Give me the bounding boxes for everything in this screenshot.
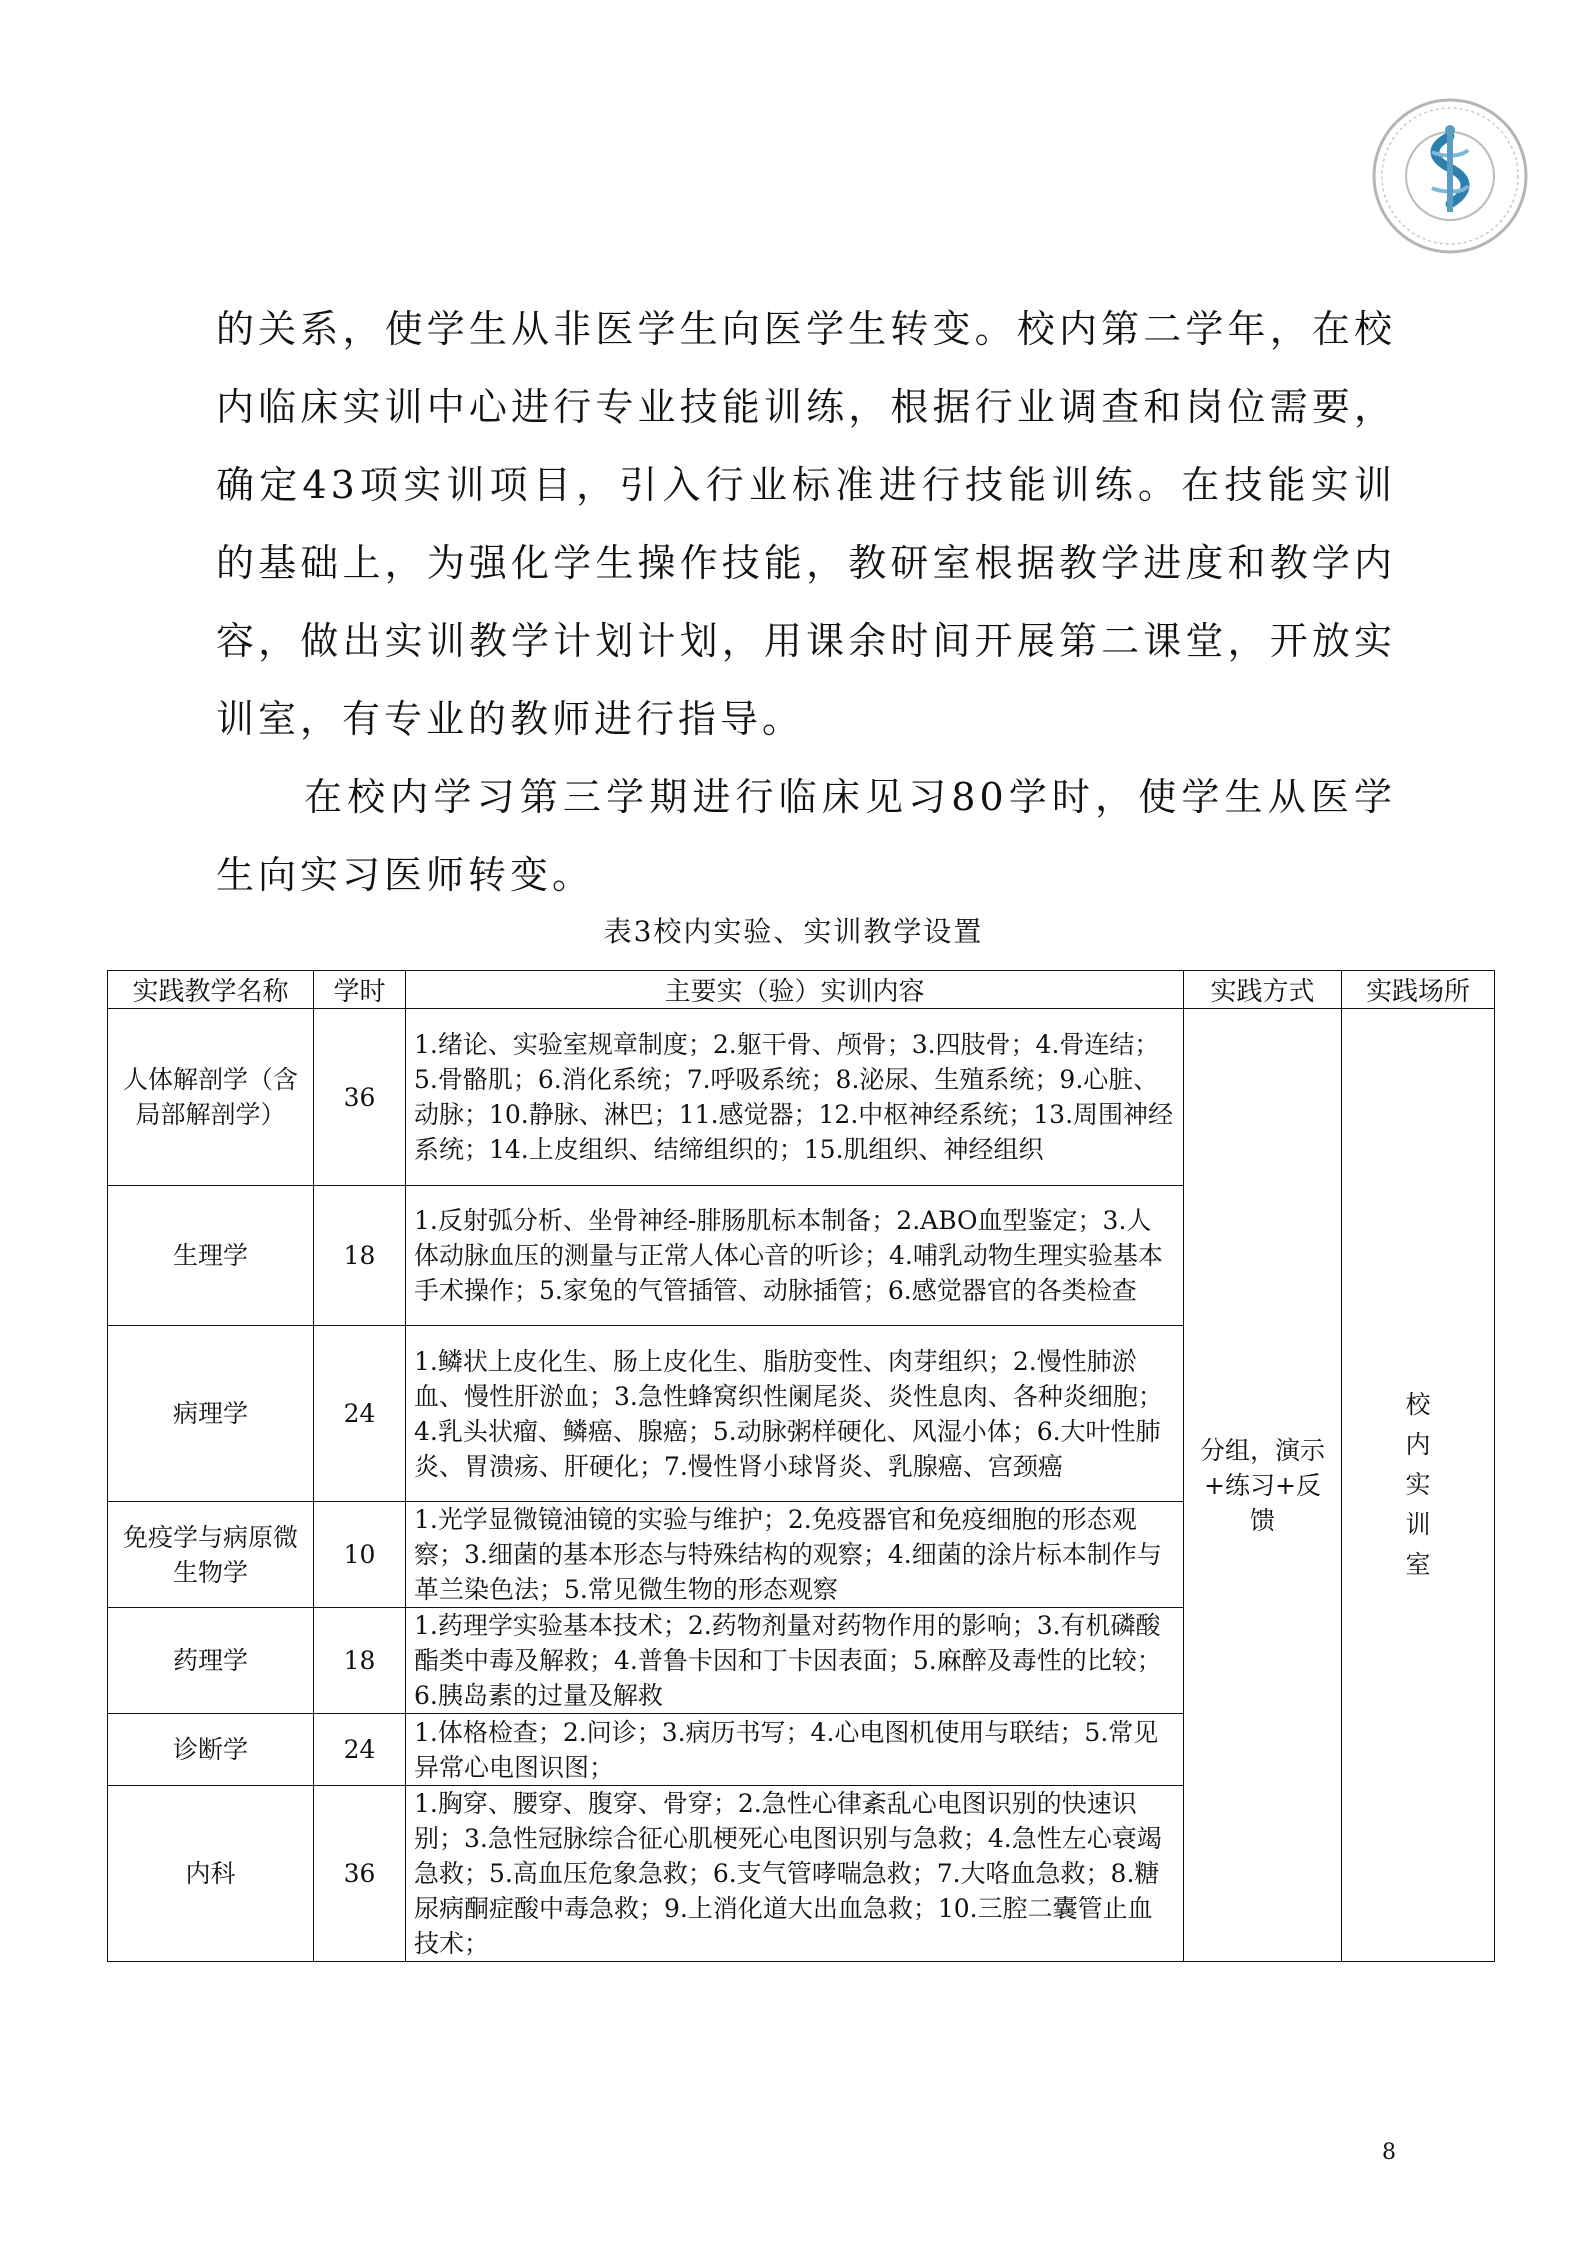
- header-place: 实践场所: [1342, 971, 1495, 1009]
- header-content: 主要实（验）实训内容: [406, 971, 1184, 1009]
- page-number: 8: [1382, 2140, 1396, 2165]
- practice-place: 校内实训室: [1405, 1390, 1431, 1579]
- practice-method: 分组，演示+练习+反馈: [1184, 1009, 1342, 1962]
- course-hours: 24: [314, 1326, 406, 1502]
- table-caption: 表3校内实验、实训教学设置: [603, 915, 984, 948]
- paragraph: 的关系，使学生从非医学生向医学生转变。校内第二学年，在校内临床实训中心进行专业技能训练，根据行业调查和岗位需要，确定43项实训项目，引入行业标准进行技能训练。在技能实训的基础上，为强化学生操作技能，教研室根据教学进度和教学内容，做出实训教学计划计划，用课余时间开展第二课堂，开放实训室，有专业的教师进行指导。: [216, 307, 1396, 741]
- course-name: 诊断学: [108, 1714, 314, 1786]
- table-row: [108, 1009, 1495, 1186]
- body-text: [216, 290, 1396, 914]
- course-content: 1.绪论、实验室规章制度；2.躯干骨、颅骨；3.四肢骨；4.骨连结；5.骨骼肌；6.消化系统；7.呼吸系统；8.泌尿、生殖系统；9.心脏、动脉；10.静脉、淋巴；11.感觉器；12.中枢神经系统；13.周围神经系统；14.上皮组织、结缔组织的；15.肌组织、神经组织: [406, 1009, 1184, 1186]
- course-hours: 36: [314, 1009, 406, 1186]
- course-name: 内科: [108, 1786, 314, 1962]
- course-content: 1.反射弧分析、坐骨神经-腓肠肌标本制备；2.ABO血型鉴定；3.人体动脉血压的测量与正常人体心音的听诊；4.哺乳动物生理实验基本手术操作；5.家兔的气管插管、动脉插管；6.感觉器官的各类检查: [406, 1186, 1184, 1326]
- course-content: 1.体格检查；2.问诊；3.病历书写；4.心电图机使用与联结；5.常见异常心电图识图；: [406, 1714, 1184, 1786]
- course-name: 病理学: [108, 1326, 314, 1502]
- course-hours: 18: [314, 1186, 406, 1326]
- course-hours: 24: [314, 1714, 406, 1786]
- course-content: 1.胸穿、腰穿、腹穿、骨穿；2.急性心律紊乱心电图识别的快速识别；3.急性冠脉综合征心肌梗死心电图识别与急救；4.急性左心衰竭急救；5.高血压危象急救；6.支气管哮喘急救；7.大咯血急救；8.糖尿病酮症酸中毒急救；9.上消化道大出血急救；10.三腔二囊管止血技术；: [406, 1786, 1184, 1962]
- header-name: 实践教学名称: [108, 971, 314, 1009]
- course-name: 药理学: [108, 1608, 314, 1714]
- table-header-row: [108, 971, 1495, 1009]
- course-content: 1.药理学实验基本技术；2.药物剂量对药物作用的影响；3.有机磷酸酯类中毒及解救；4.普鲁卡因和丁卡因表面；5.麻醉及毒性的比较；6.胰岛素的过量及解救: [406, 1608, 1184, 1714]
- course-hours: 36: [314, 1786, 406, 1962]
- paragraph: 在校内学习第三学期进行临床见习80学时，使学生从医学生向实习医师转变。: [216, 775, 1396, 897]
- course-name: 人体解剖学（含局部解剖学）: [108, 1009, 314, 1186]
- course-hours: 10: [314, 1502, 406, 1608]
- course-content: 1.光学显微镜油镜的实验与维护；2.免疫器官和免疫细胞的形态观察；3.细菌的基本形态与特殊结构的观察；4.细菌的涂片标本制作与革兰染色法；5.常见微生物的形态观察: [406, 1502, 1184, 1608]
- course-name: 免疫学与病原微生物学: [108, 1502, 314, 1608]
- course-content: 1.鳞状上皮化生、肠上皮化生、脂肪变性、肉芽组织；2.慢性肺淤血、慢性肝淤血；3.急性蜂窝织性阑尾炎、炎性息肉、各种炎细胞；4.乳头状瘤、鳞癌、腺癌；5.动脉粥样硬化、风湿小体；6.大叶性肺炎、胃溃疡、肝硬化；7.慢性肾小球肾炎、乳腺癌、宫颈癌: [406, 1326, 1184, 1502]
- header-method: 实践方式: [1184, 971, 1342, 1009]
- header-hours: 学时: [314, 971, 406, 1009]
- course-hours: 18: [314, 1608, 406, 1714]
- training-table: [107, 970, 1495, 1962]
- course-name: 生理学: [108, 1186, 314, 1326]
- seal-icon: [1370, 96, 1530, 256]
- college-seal-logo: [1370, 96, 1530, 256]
- practice-place-cell: [1342, 1009, 1495, 1962]
